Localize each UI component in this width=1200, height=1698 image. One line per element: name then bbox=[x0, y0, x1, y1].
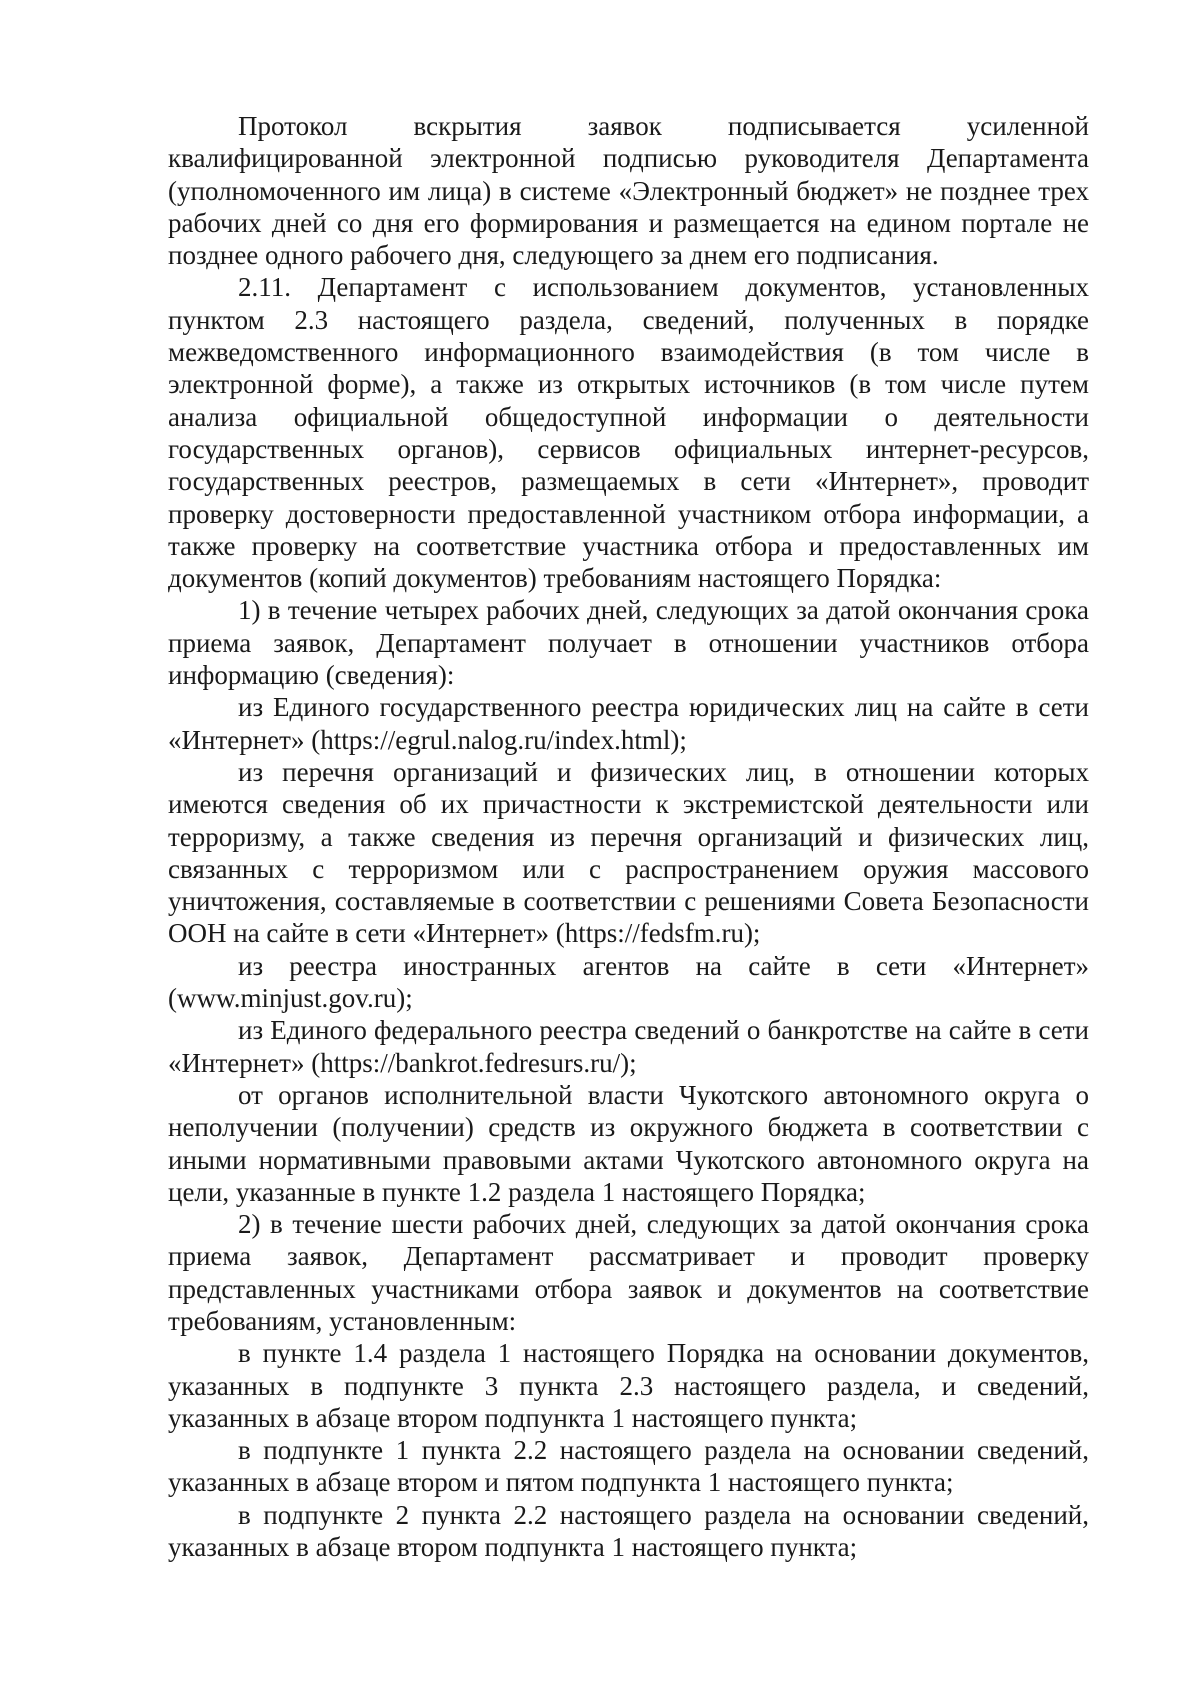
paragraph-point-1-4: в пункте 1.4 раздела 1 настоящего Порядка на основании документов, указанных в подпункте 3 пункта 2.3 настоящего раздела, и сведений, указанных в абзаце втором подпункта 1 настоящего пункта; bbox=[168, 1338, 1089, 1433]
paragraph-egrul: из Единого государственного реестра юридических лиц на сайте в сети «Интернет» (https://egrul.nalog.ru/index.html); bbox=[168, 692, 1089, 755]
paragraph-extremism-list: из перечня организаций и физических лиц, в отношении которых имеются сведения об их причастности к экстремистской деятельности или терроризму, а также сведения из перечня организаций и физических лиц, связанных с терроризмом или с распространением оружия массового уничтожения, составляемые в соответствии с решениями Совета Безопасности ООН на сайте в сети «Интернет» (https://fedsfm.ru); bbox=[168, 756, 1089, 949]
paragraph-bankruptcy-registry: из Единого федерального реестра сведений о банкротстве на сайте в сети «Интернет» (https://bankrot.fedresurs.ru/); bbox=[168, 1015, 1089, 1078]
paragraph-2-11: 2.11. Департамент с использованием документов, установленных пунктом 2.3 настоящего раздела, сведений, полученных в порядке межведомственного информационного взаимодействия (в том числе в электронной форме), а также из открытых источников (в том числе путем анализа официальной общедоступной информации о деятельности государственных органов), сервисов официальных интернет-ресурсов, государственных реестров, размещаемых в сети «Интернет», проводит проверку достоверности предоставленной участником отбора информации, а также проверку на соответствие участника отбора и предоставленных им документов (копий документов) требованиям настоящего Порядка: bbox=[168, 272, 1089, 594]
paragraph-subitem-2: 2) в течение шести рабочих дней, следующих за датой окончания срока приема заявок, Департамент рассматривает и проводит проверку представленных участниками отбора заявок и документов на соответствие требованиям, установленным: bbox=[168, 1209, 1089, 1336]
paragraph-subpoint-2-2-2: в подпункте 2 пункта 2.2 настоящего раздела на основании сведений, указанных в абзаце втором подпункта 1 настоящего пункта; bbox=[168, 1499, 1089, 1563]
paragraph-subitem-1: 1) в течение четырех рабочих дней, следующих за датой окончания срока приема заявок, Департамент получает в отношении участников отбора информацию (сведения): bbox=[168, 595, 1089, 691]
paragraph-foreign-agents: из реестра иностранных агентов на сайте в сети «Интернет» (www.minjust.gov.ru); bbox=[168, 950, 1089, 1014]
paragraph-subpoint-1-2-2: в подпункте 1 пункта 2.2 настоящего раздела на основании сведений, указанных в абзаце втором и пятом подпункта 1 настоящего пункта; bbox=[168, 1435, 1089, 1498]
paragraph-executive-bodies: от органов исполнительной власти Чукотского автономного округа о неполучении (получении) средств из окружного бюджета в соответствии с иными нормативными правовыми актами Чукотского автономного округа на цели, указанные в пункте 1.2 раздела 1 настоящего Порядка; bbox=[168, 1079, 1089, 1207]
paragraph-protocol-signing: Протокол вскрытия заявок подписывается усиленной квалифицированной электронной подписью руководителя Департамента (уполномоченного им лица) в системе «Электронный бюджет» не позднее трех рабочих дней со дня его формирования и размещается на едином портале не позднее одного рабочего дня, следующего за днем его подписания. bbox=[168, 111, 1089, 271]
document-page bbox=[168, 110, 1089, 1563]
